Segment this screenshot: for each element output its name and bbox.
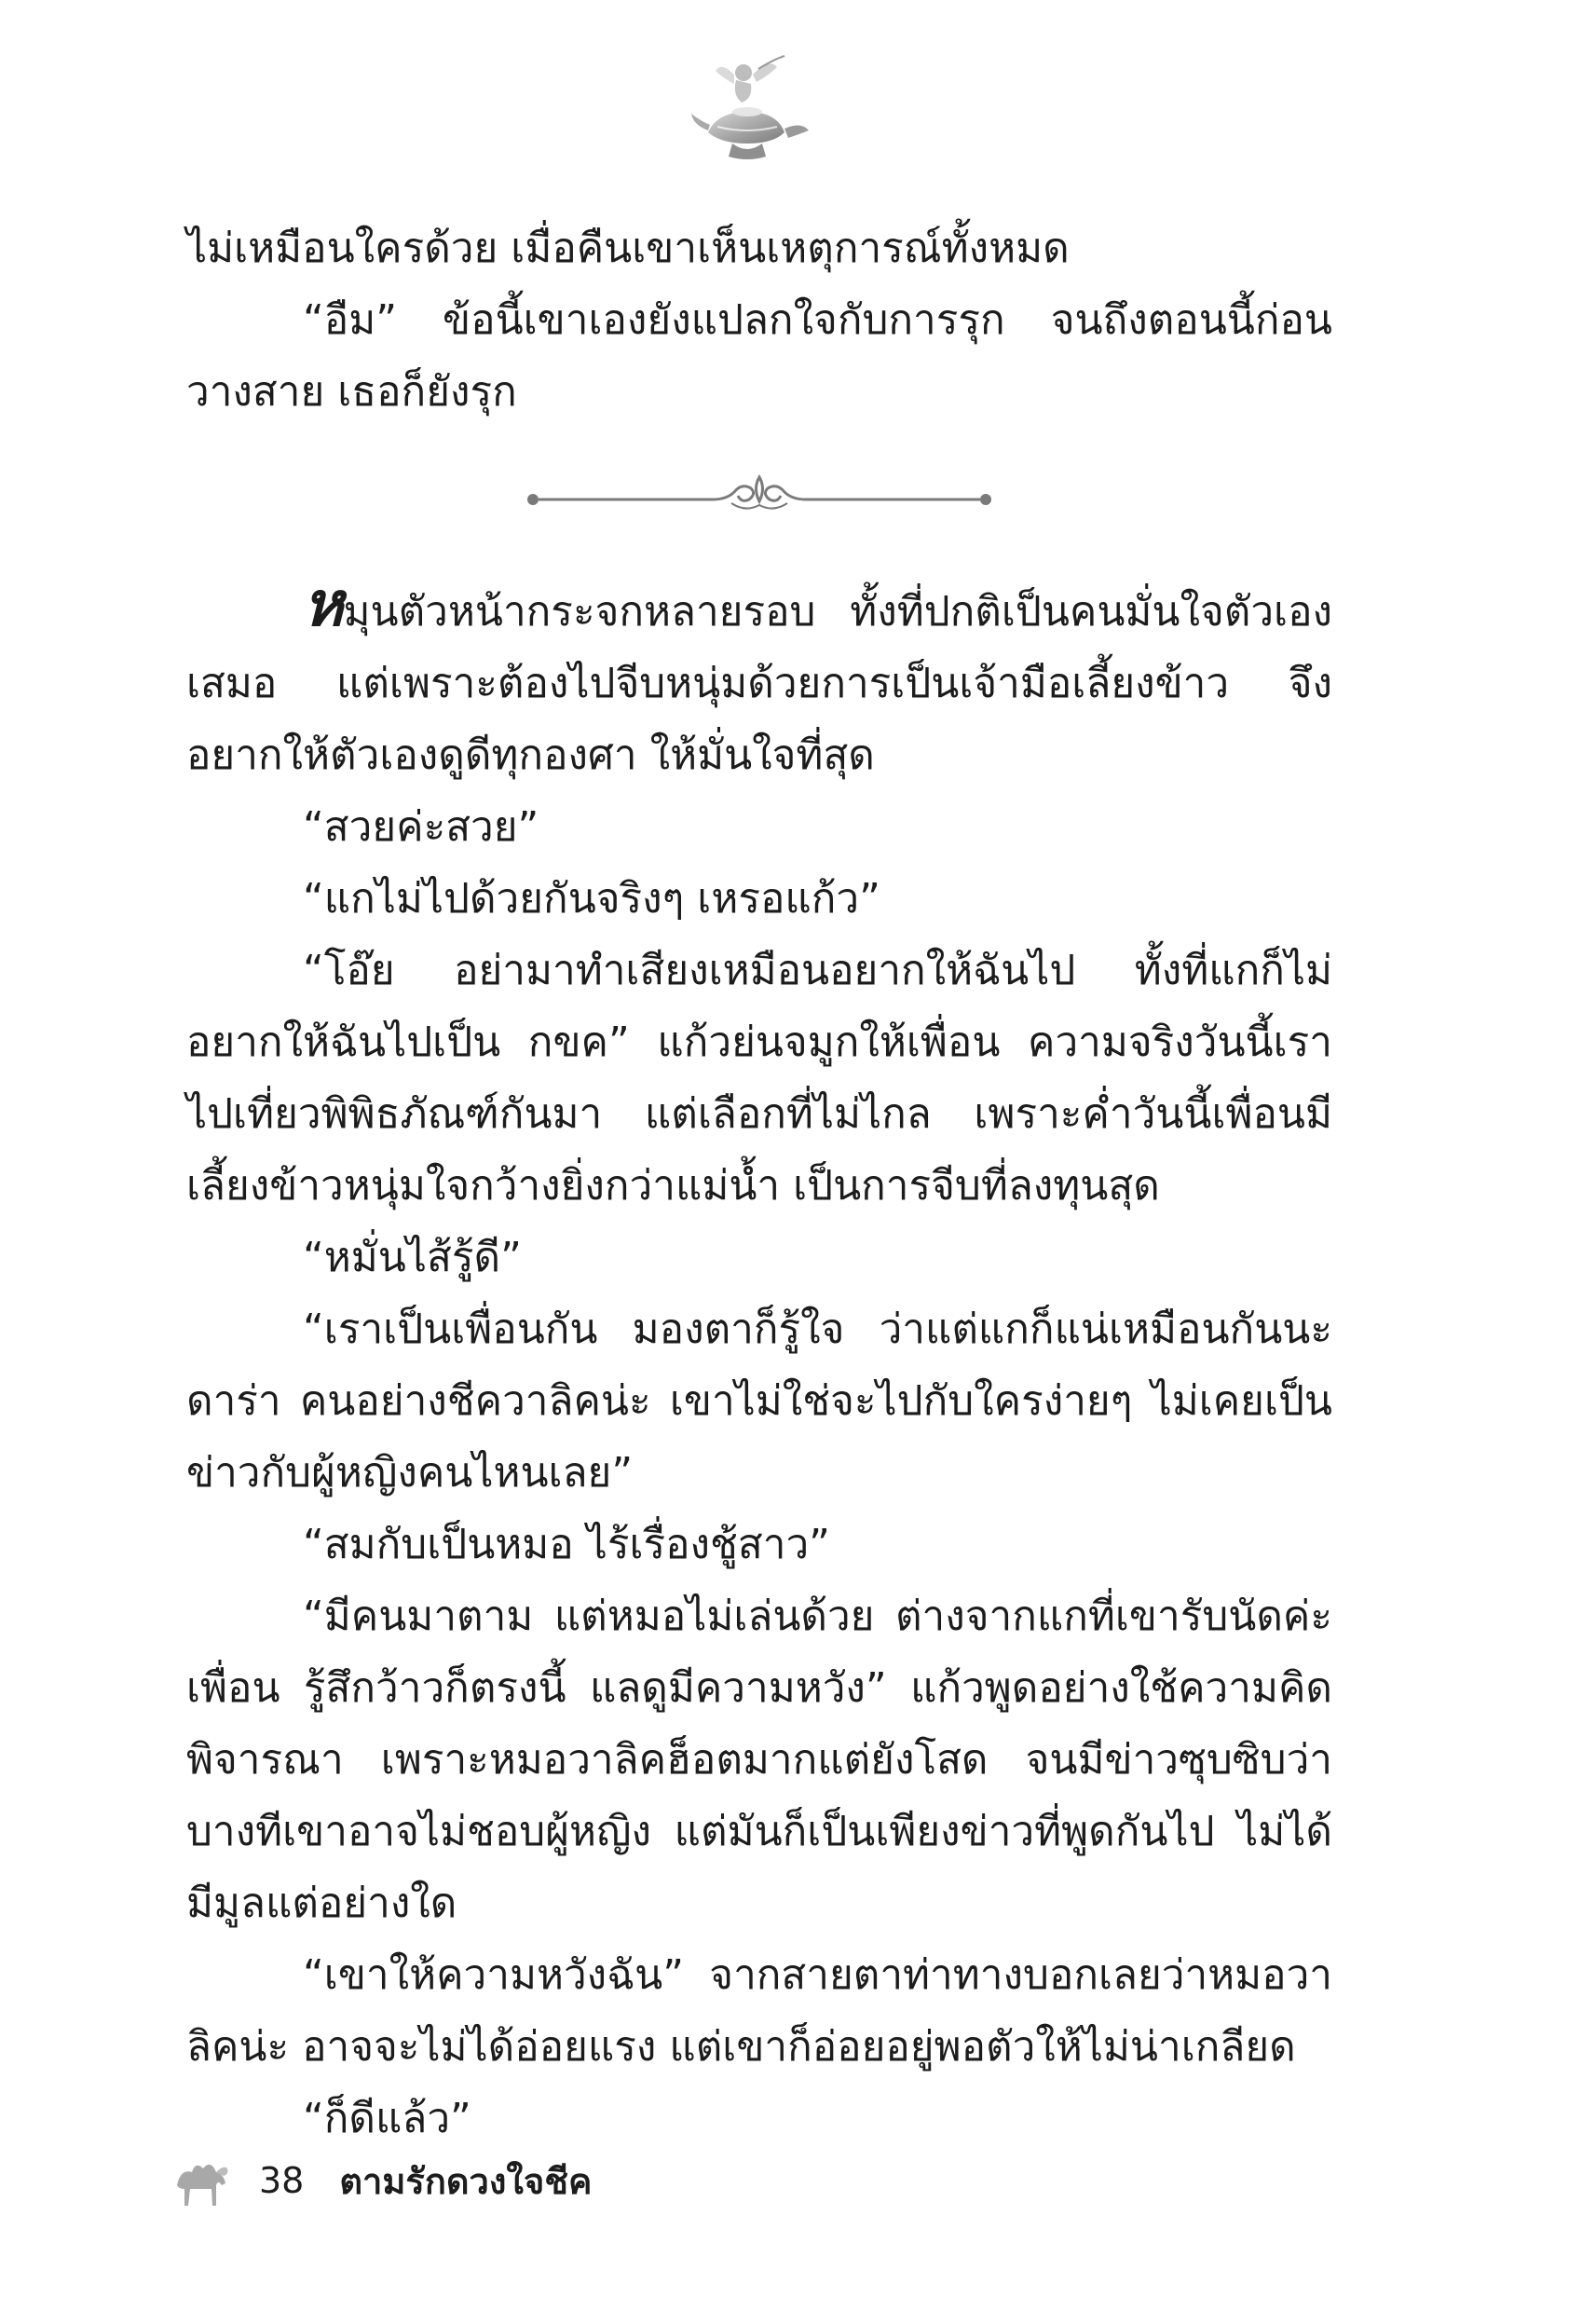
section-1-text <box>186 212 1332 428</box>
paragraph: “ก็ดีแล้ว” <box>303 2095 471 2142</box>
paragraph: “เขาให้ความหวังฉัน” จากสายตาท่าทางบอกเลยว่าหมอวาลิคน่ะ อาจจะไม่ได้อ่อยแรง แต่เขาก็อ่อยอยู่พอตัวให้ไม่น่าเกลียด <box>186 1951 1332 2071</box>
camel-icon <box>168 2148 233 2213</box>
flourish-divider-icon <box>522 466 997 531</box>
paragraph: “อืม” ข้อนี้เขาเองยังแปลกใจกับการรุก จนถึงตอนนี้ก่อนวางสาย เธอก็ยังรุก <box>186 296 1332 416</box>
paragraph: “สวยค่ะสวย” <box>303 803 539 851</box>
paragraph-continuation: ไม่เหมือนใครด้วย เมื่อคืนเขาเห็นเหตุการณ์ทั้งหมด <box>186 225 1070 272</box>
paragraph-text: มุนตัวหน้ากระจกหลายรอบ ทั้งที่ปกติเป็นคนมั่นใจตัวเอง เสมอ แต่เพราะต้องไปจีบหนุ่มด้วยการเป็นเจ้ามือเลี้ยงข้าว จึงอยากให้ตัวเองดูดีทุกองศา ให้มั่นใจที่สุด <box>186 588 1332 779</box>
paragraph: “สมกับเป็นหมอ ไร้เรื่องชู้สาว” <box>303 1521 830 1568</box>
page-footer <box>168 2143 592 2218</box>
paragraph-with-dropcap <box>186 567 1332 791</box>
section-2-text <box>186 567 1332 2154</box>
page-number: 38 <box>259 2160 305 2201</box>
book-title: ตามรักดวงใจชีค <box>339 2160 593 2202</box>
paragraph: “โอ๊ย อย่ามาทำเสียงเหมือนอยากให้ฉันไป ทั้งที่แกก็ไม่อยากให้ฉันไปเป็น กขค” แก้วย่นจมูกให้เพื่อน ความจริงวันนี้เราไปเที่ยวพิพิธภัณฑ์กันมา แต่เลือกที่ไม่ไกล เพราะค่ำวันนี้เพื่อนมีเลี้ยงข้าวหนุ่มใจกว้างยิ่งกว่าแม่น้ำ เป็นการจีบที่ลงทุนสุด <box>186 947 1332 1210</box>
paragraph: “หมั่นไส้รู้ดี” <box>303 1234 522 1281</box>
genie-lamp-icon <box>680 47 820 168</box>
paragraph: “มีคนมาตาม แต่หมอไม่เล่นด้วย ต่างจากแกที่เขารับนัดค่ะเพื่อน รู้สึกว้าวก็ตรงนี้ แลดูมีความหวัง” แก้วพูดอย่างใช้ความคิดพิจารณา เพราะหมอวาลิคฮ็อตมากแต่ยังโสด จนมีข่าวซุบซิบว่าบางทีเขาอาจไม่ชอบผู้หญิง แต่มันก็เป็นเพียงข่าวที่พูดกันไป ไม่ได้มีมูลแต่อย่างใด <box>186 1593 1332 1927</box>
drop-cap: ห <box>303 567 344 640</box>
paragraph: “แกไม่ไปด้วยกันจริงๆ เหรอแก้ว” <box>303 875 880 923</box>
paragraph: “เราเป็นเพื่อนกัน มองตาก็รู้ใจ ว่าแต่แกก็แน่เหมือนกันนะดาร่า คนอย่างชีควาลิคน่ะ เขาไม่ใช่จะไปกับใครง่ายๆ ไม่เคยเป็นข่าวกับผู้หญิงคนไหนเลย” <box>186 1306 1332 1497</box>
